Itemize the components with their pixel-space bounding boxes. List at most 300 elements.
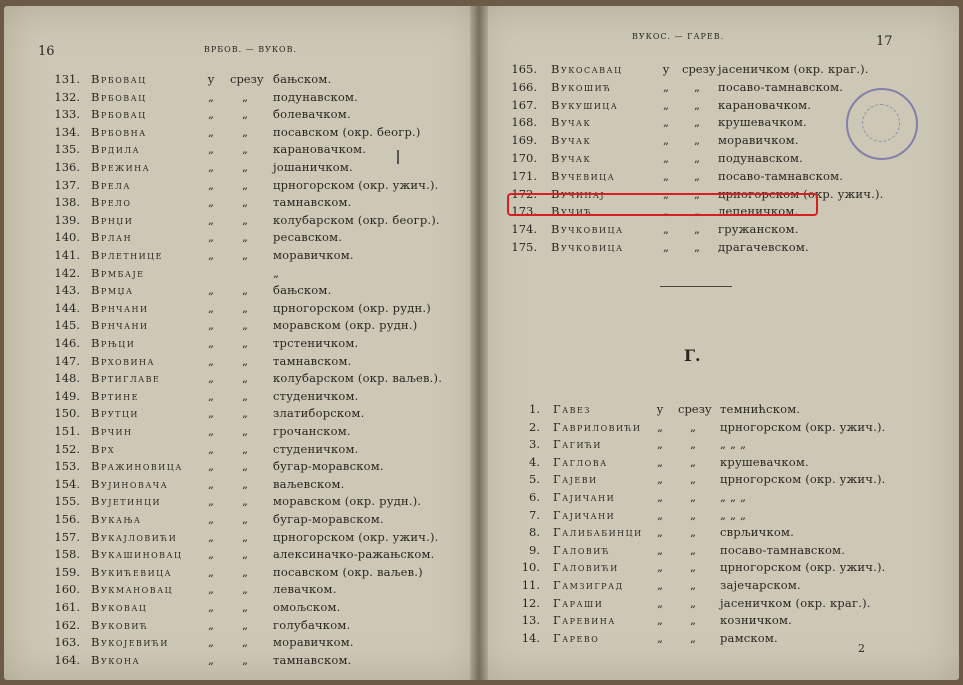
preposition-mark: „ xyxy=(208,564,214,579)
srez-mark: „ xyxy=(694,97,700,112)
preposition-mark: „ xyxy=(208,652,214,667)
entry-number: 4. xyxy=(529,454,540,469)
entry-number: 170. xyxy=(511,151,537,165)
place-name: Вукања xyxy=(91,512,142,526)
district-name: карановачком. xyxy=(718,97,812,112)
place-name: Вучковица xyxy=(551,240,624,254)
srez-mark: „ xyxy=(690,472,696,487)
entry-number: 175. xyxy=(511,240,537,254)
district-name: „ „ „ xyxy=(720,437,747,452)
district-name: студеничком. xyxy=(273,441,359,456)
place-name: Галибабинци xyxy=(553,525,643,540)
entry-number: 152. xyxy=(54,441,80,456)
preposition-mark: „ xyxy=(208,424,214,438)
place-name: Врдила xyxy=(91,142,141,157)
district-name: бањском. xyxy=(273,72,332,86)
district-name: црногорском (окр. ужич.). xyxy=(273,177,439,192)
place-name: Врмбаје xyxy=(91,265,145,280)
place-name: Вукмановац xyxy=(91,582,174,597)
preposition-mark: „ xyxy=(208,230,214,245)
place-name: Вучак xyxy=(551,115,592,130)
place-name: Врлан xyxy=(91,230,133,245)
place-name: Вукићевица xyxy=(91,564,173,579)
district-name: посаво-тамнавском. xyxy=(718,79,844,94)
srez-mark: „ xyxy=(242,160,248,174)
srez-mark: „ xyxy=(242,459,248,474)
place-name: Гајеви xyxy=(553,472,598,487)
srez-mark: „ xyxy=(690,437,696,452)
entry-number: 147. xyxy=(54,353,80,368)
district-name: бугар-моравском. xyxy=(273,459,384,474)
srez-mark: срезу xyxy=(678,402,712,416)
entry-number: 151. xyxy=(54,424,80,438)
entry-number: 135. xyxy=(54,142,80,157)
srez-mark: „ xyxy=(242,318,248,333)
srez-mark: „ xyxy=(694,186,700,201)
entry-number: 145. xyxy=(54,318,80,333)
place-name: Врбовна xyxy=(91,124,147,139)
srez-mark: „ xyxy=(242,89,248,104)
preposition-mark: „ xyxy=(657,630,663,645)
district-name: колубарском (окр. беогр.). xyxy=(273,212,440,227)
preposition-mark: „ xyxy=(208,512,214,526)
district-name: гружанском. xyxy=(718,222,799,237)
entry-number: 3. xyxy=(529,437,540,452)
srez-mark: „ xyxy=(690,542,696,557)
preposition-mark: „ xyxy=(208,177,214,192)
place-name: Гајичани xyxy=(553,490,616,504)
section-separator xyxy=(660,286,732,287)
entry-number: 171. xyxy=(511,168,537,183)
place-name: Врнџи xyxy=(91,212,134,227)
entry-number: 164. xyxy=(54,652,80,667)
srez-mark: „ xyxy=(242,564,248,579)
entry-number: 158. xyxy=(54,547,80,562)
preposition-mark: „ xyxy=(663,240,669,254)
srez-mark: „ xyxy=(690,490,696,504)
entry-number: 166. xyxy=(511,79,537,94)
place-name: Вучковица xyxy=(551,222,624,237)
pencil-mark xyxy=(397,150,399,164)
place-name: Вујетинци xyxy=(91,494,162,509)
srez-mark: „ xyxy=(694,115,700,130)
entry-number: 10. xyxy=(521,560,540,575)
preposition-mark: „ xyxy=(208,212,214,227)
district-name: моравском (окр. рудн.). xyxy=(273,494,422,509)
place-name: Врбовац xyxy=(91,107,147,122)
srez-mark: „ xyxy=(690,578,696,592)
srez-mark: „ xyxy=(242,476,248,491)
district-name: бањском. xyxy=(273,283,332,298)
entry-number: 138. xyxy=(54,195,80,210)
preposition-mark: „ xyxy=(208,142,214,157)
srez-mark: „ xyxy=(694,168,700,183)
entry-number: 167. xyxy=(511,97,537,112)
srez-mark: „ xyxy=(694,133,700,148)
entry-number: 162. xyxy=(54,617,80,632)
place-name: Вражиновица xyxy=(91,459,183,474)
district-name: црногорском (окр. ужич.). xyxy=(720,419,886,434)
entry-number: 12. xyxy=(521,595,540,610)
place-name: Вуковић xyxy=(91,617,149,632)
place-name: Вучак xyxy=(551,133,592,148)
district-name: ресавском. xyxy=(273,230,343,245)
district-name: јошаничком. xyxy=(273,160,353,174)
preposition-mark: „ xyxy=(208,529,214,544)
district-name: сврљичком. xyxy=(720,525,794,540)
srez-mark: „ xyxy=(242,406,248,421)
entry-number: 174. xyxy=(511,222,537,237)
entry-number: 161. xyxy=(54,600,80,614)
district-name: зајечарском. xyxy=(720,578,801,592)
srez-mark: „ xyxy=(242,212,248,227)
place-name: Врбовац xyxy=(91,89,147,104)
preposition-mark: „ xyxy=(208,476,214,491)
srez-mark: „ xyxy=(242,371,248,386)
place-name: Врх xyxy=(91,441,116,456)
srez-mark: „ xyxy=(242,582,248,597)
district-name: „ „ „ xyxy=(720,507,747,522)
place-name: Гајичани xyxy=(553,507,616,522)
srez-mark: „ xyxy=(242,652,248,667)
srez-mark: „ xyxy=(690,560,696,575)
place-name: Вујиновача xyxy=(91,476,169,491)
district-name: крушевачком. xyxy=(718,115,807,130)
district-name: лепеничком. xyxy=(718,204,799,219)
place-name: Вуковац xyxy=(91,600,148,614)
place-name: Врело xyxy=(91,195,132,210)
place-name: Врежина xyxy=(91,160,151,174)
preposition-mark: у xyxy=(656,402,664,416)
book-gutter xyxy=(470,6,488,680)
preposition-mark: „ xyxy=(208,371,214,386)
district-name: јасеничком (окр. краг.). xyxy=(720,595,871,610)
preposition-mark: „ xyxy=(657,613,663,628)
entry-number: 137. xyxy=(54,177,80,192)
place-name: Гавриловићи xyxy=(553,419,642,434)
place-name: Гаревина xyxy=(553,613,616,628)
preposition-mark: „ xyxy=(657,542,663,557)
entry-number: 165. xyxy=(511,62,537,76)
district-name: голубачком. xyxy=(273,617,351,632)
district-name: „ xyxy=(273,265,280,280)
srez-mark: „ xyxy=(242,635,248,650)
district-name: црногорском (окр. ужич.). xyxy=(720,472,886,487)
district-name: омољском. xyxy=(273,600,341,614)
district-name: колубарском (окр. ваљев.). xyxy=(273,371,443,386)
preposition-mark: „ xyxy=(657,525,663,540)
entry-number: 7. xyxy=(529,507,540,522)
preposition-mark: „ xyxy=(208,353,214,368)
place-name: Вучинај xyxy=(551,186,606,201)
srez-mark: „ xyxy=(242,547,248,562)
place-name: Вртине xyxy=(91,388,139,403)
entry-number: 143. xyxy=(54,283,80,298)
entry-number: 133. xyxy=(54,107,80,122)
srez-mark: „ xyxy=(694,151,700,165)
preposition-mark: „ xyxy=(208,635,214,650)
srez-mark: „ xyxy=(690,454,696,469)
district-name: бугар-моравском. xyxy=(273,512,384,526)
entry-number: 141. xyxy=(54,248,80,262)
preposition-mark: „ xyxy=(663,151,669,165)
district-name: студеничком. xyxy=(273,388,359,403)
srez-mark: „ xyxy=(242,195,248,210)
left-running-head: ВРБОВ. — ВУКОВ. xyxy=(204,45,298,54)
preposition-mark: „ xyxy=(663,79,669,94)
place-name: Врела xyxy=(91,177,131,192)
entry-number: 2. xyxy=(529,419,540,434)
entry-number: 140. xyxy=(54,230,80,245)
place-name: Вукајловићи xyxy=(91,529,178,544)
district-name: посавском (окр. ваљев.) xyxy=(273,564,423,579)
place-name: Вукашиновац xyxy=(91,547,183,562)
place-name: Гаглова xyxy=(553,454,608,469)
srez-mark: „ xyxy=(242,512,248,526)
entry-number: 13. xyxy=(521,613,540,628)
srez-mark: „ xyxy=(242,617,248,632)
preposition-mark: „ xyxy=(663,186,669,201)
place-name: Врнчани xyxy=(91,300,149,315)
srez-mark: „ xyxy=(690,595,696,610)
district-name: подунавском. xyxy=(718,151,803,165)
srez-mark: „ xyxy=(242,124,248,139)
district-name: грочанском. xyxy=(273,424,351,438)
district-name: златиборском. xyxy=(273,406,365,421)
srez-mark: срезу xyxy=(682,62,716,76)
preposition-mark: „ xyxy=(657,490,663,504)
district-name: моравичком. xyxy=(718,133,799,148)
preposition-mark: „ xyxy=(208,283,214,298)
district-name: карановачком. xyxy=(273,142,367,157)
district-name: козничком. xyxy=(720,613,793,628)
preposition-mark: „ xyxy=(208,107,214,122)
entry-number: 149. xyxy=(54,388,80,403)
entry-number: 153. xyxy=(54,459,80,474)
place-name: Вукосавац xyxy=(551,62,623,76)
district-name: подунавском. xyxy=(273,89,358,104)
place-name: Врнчани xyxy=(91,318,149,333)
preposition-mark: „ xyxy=(208,494,214,509)
place-name: Галовић xyxy=(553,542,611,557)
entry-number: 156. xyxy=(54,512,80,526)
place-name: Гарево xyxy=(553,630,600,645)
place-name: Вукошић xyxy=(551,79,612,94)
place-name: Врњци xyxy=(91,336,136,350)
place-name: Врчин xyxy=(91,424,133,438)
entry-number: 131. xyxy=(54,72,80,86)
library-stamp xyxy=(846,88,918,160)
place-name: Гавез xyxy=(553,402,591,416)
district-name: рамском. xyxy=(720,630,778,645)
district-name: посаво-тамнавском. xyxy=(720,542,846,557)
place-name: Врлетнице xyxy=(91,248,163,262)
district-name: моравском (окр. рудн.) xyxy=(273,318,418,333)
srez-mark: „ xyxy=(242,529,248,544)
entry-number: 159. xyxy=(54,564,80,579)
preposition-mark: „ xyxy=(208,318,214,333)
preposition-mark: „ xyxy=(657,472,663,487)
preposition-mark: „ xyxy=(663,204,669,219)
place-name: Врховина xyxy=(91,353,155,368)
entry-number: 155. xyxy=(54,494,80,509)
district-name: црногорском (окр. ужич.). xyxy=(273,529,439,544)
preposition-mark: „ xyxy=(208,459,214,474)
preposition-mark: „ xyxy=(657,578,663,592)
preposition-mark: „ xyxy=(208,195,214,210)
srez-mark: „ xyxy=(242,107,248,122)
entry-number: 132. xyxy=(54,89,80,104)
preposition-mark: „ xyxy=(208,388,214,403)
srez-mark: „ xyxy=(242,336,248,350)
srez-mark: „ xyxy=(242,494,248,509)
preposition-mark: „ xyxy=(657,507,663,522)
preposition-mark: „ xyxy=(208,617,214,632)
district-name: тамнавском. xyxy=(273,195,352,210)
place-name: Вукона xyxy=(91,652,141,667)
entry-number: 136. xyxy=(54,160,80,174)
place-name: Врбовац xyxy=(91,72,147,86)
district-name: тамнавском. xyxy=(273,652,352,667)
entry-number: 160. xyxy=(54,582,80,597)
preposition-mark: „ xyxy=(208,441,214,456)
entry-number: 11. xyxy=(521,578,540,592)
district-name: моравичком. xyxy=(273,635,354,650)
srez-mark: „ xyxy=(694,240,700,254)
district-name: црногорском (окр. ужич.). xyxy=(718,186,884,201)
place-name: Врмџа xyxy=(91,283,134,298)
right-running-head: ВУКОС. — ГАРЕВ. xyxy=(632,32,725,41)
preposition-mark: „ xyxy=(663,97,669,112)
district-name: темнићском. xyxy=(720,402,801,416)
place-name: Вучак xyxy=(551,151,592,165)
entry-number: 142. xyxy=(54,265,80,280)
preposition-mark: „ xyxy=(657,419,663,434)
district-name: левачком. xyxy=(273,582,337,597)
preposition-mark: „ xyxy=(208,160,214,174)
district-name: ваљевском. xyxy=(273,476,345,491)
preposition-mark: у xyxy=(662,62,670,76)
entry-number: 9. xyxy=(529,542,540,557)
preposition-mark: „ xyxy=(208,248,214,262)
district-name: крушевачком. xyxy=(720,454,809,469)
place-name: Гамзиград xyxy=(553,578,624,592)
preposition-mark: „ xyxy=(657,454,663,469)
district-name: моравичком. xyxy=(273,248,354,262)
entry-number: 134. xyxy=(54,124,80,139)
entry-number: 146. xyxy=(54,336,80,350)
srez-mark: „ xyxy=(694,204,700,219)
entry-number: 150. xyxy=(54,406,80,421)
srez-mark: „ xyxy=(690,630,696,645)
entry-number: 154. xyxy=(54,476,80,491)
preposition-mark: „ xyxy=(208,124,214,139)
preposition-mark: „ xyxy=(208,89,214,104)
srez-mark: „ xyxy=(690,419,696,434)
place-name: Вукојевићи xyxy=(91,635,169,650)
district-name: болевачком. xyxy=(273,107,351,122)
place-name: Гагићи xyxy=(553,437,602,452)
preposition-mark: „ xyxy=(657,560,663,575)
srez-mark: „ xyxy=(242,230,248,245)
srez-mark: „ xyxy=(242,300,248,315)
srez-mark: „ xyxy=(690,613,696,628)
preposition-mark: „ xyxy=(208,406,214,421)
preposition-mark: „ xyxy=(663,133,669,148)
entry-number: 148. xyxy=(54,371,80,386)
entry-number: 163. xyxy=(54,635,80,650)
srez-mark: „ xyxy=(242,353,248,368)
preposition-mark: „ xyxy=(663,115,669,130)
srez-mark: „ xyxy=(242,424,248,438)
place-name: Врутци xyxy=(91,406,139,421)
place-name: Вучевица xyxy=(551,168,616,183)
highlighted-entry-box xyxy=(507,193,818,219)
district-name: тамнавском. xyxy=(273,353,352,368)
entry-number: 139. xyxy=(54,212,80,227)
preposition-mark: у xyxy=(207,72,215,86)
srez-mark: „ xyxy=(694,222,700,237)
printer-signature-mark: 2 xyxy=(858,642,865,655)
left-page-number: 16 xyxy=(38,44,55,59)
place-name: Вукушица xyxy=(551,97,619,112)
preposition-mark: „ xyxy=(208,300,214,315)
section-letter-heading: Г. xyxy=(684,346,701,365)
srez-mark: срезу xyxy=(230,72,264,86)
district-name: посаво-тамнавском. xyxy=(718,168,844,183)
srez-mark: „ xyxy=(242,283,248,298)
entry-number: 5. xyxy=(529,472,540,487)
srez-mark: „ xyxy=(242,388,248,403)
district-name: посавском (окр. беогр.) xyxy=(273,124,421,139)
district-name: трстеничком. xyxy=(273,336,359,350)
srez-mark: „ xyxy=(242,441,248,456)
entry-number: 172. xyxy=(511,186,537,201)
district-name: црногорском (окр. рудн.) xyxy=(273,300,431,315)
preposition-mark: „ xyxy=(208,582,214,597)
srez-mark: „ xyxy=(242,177,248,192)
preposition-mark: „ xyxy=(208,547,214,562)
district-name: „ „ „ xyxy=(720,490,747,504)
srez-mark: „ xyxy=(690,525,696,540)
entry-number: 173. xyxy=(511,204,537,219)
place-name: Галовићи xyxy=(553,560,619,575)
srez-mark: „ xyxy=(242,600,248,614)
preposition-mark: „ xyxy=(663,168,669,183)
entry-number: 169. xyxy=(511,133,537,148)
entry-number: 157. xyxy=(54,529,80,544)
preposition-mark: „ xyxy=(208,336,214,350)
district-name: алексиначко-ражањском. xyxy=(273,547,435,562)
preposition-mark: „ xyxy=(657,437,663,452)
entry-number: 6. xyxy=(529,490,540,504)
entry-number: 1. xyxy=(529,402,540,416)
place-name: Вртиглаве xyxy=(91,371,161,386)
entry-number: 14. xyxy=(521,630,540,645)
entry-number: 168. xyxy=(511,115,537,130)
srez-mark: „ xyxy=(694,79,700,94)
preposition-mark: „ xyxy=(208,600,214,614)
right-page-number: 17 xyxy=(876,34,893,49)
preposition-mark: „ xyxy=(657,595,663,610)
srez-mark: „ xyxy=(242,248,248,262)
srez-mark: „ xyxy=(242,142,248,157)
srez-mark: „ xyxy=(690,507,696,522)
preposition-mark: „ xyxy=(663,222,669,237)
entry-number: 144. xyxy=(54,300,80,315)
place-name: Гараши xyxy=(553,595,604,610)
district-name: драгачевском. xyxy=(718,240,809,254)
